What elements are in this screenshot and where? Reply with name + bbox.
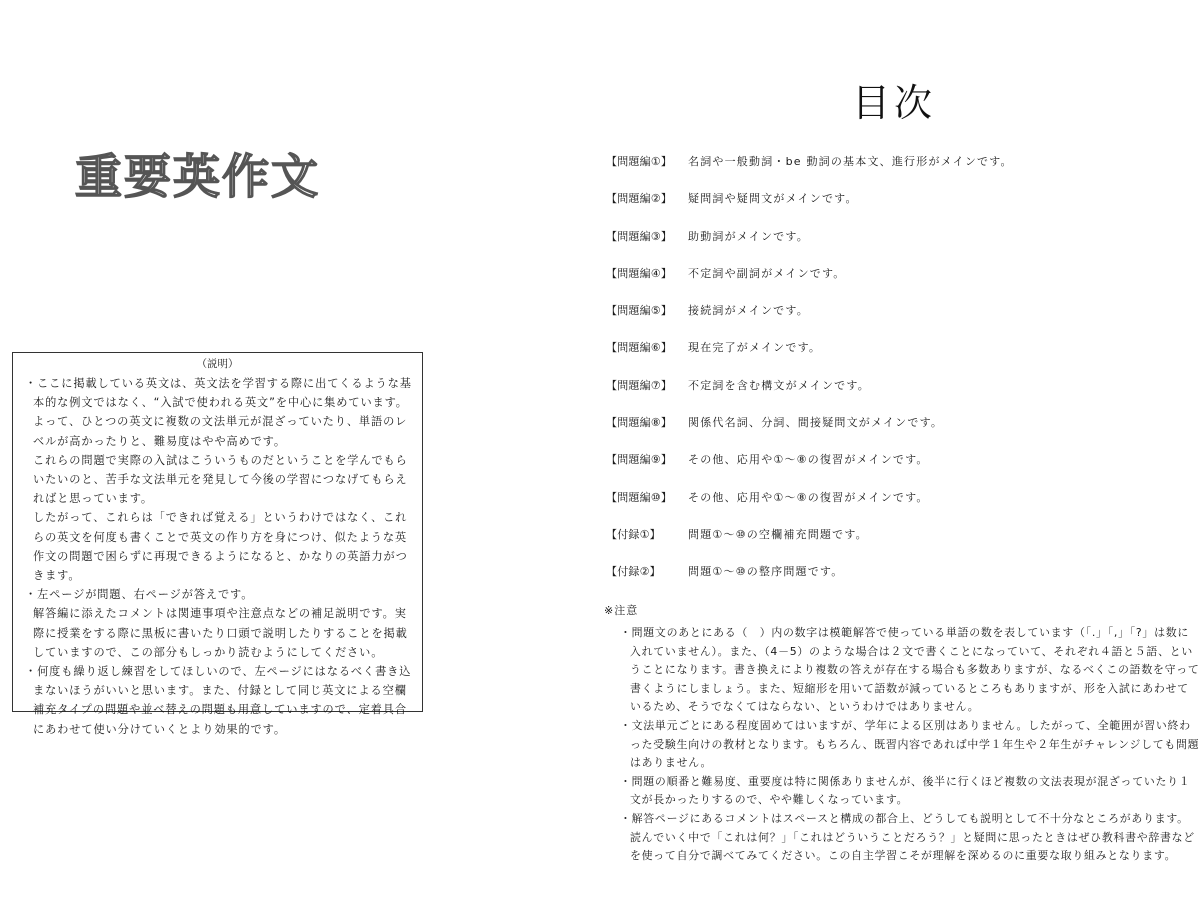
toc-item-label: 【問題編②】 (606, 192, 673, 206)
explanation-box (12, 352, 423, 736)
toc-item-label: 【付録②】 (606, 565, 661, 579)
toc-item-desc: 不定詞を含む構文がメインです。 (688, 378, 870, 392)
toc-item (606, 490, 1013, 527)
toc-item-label: 【問題編⑧】 (606, 416, 673, 430)
toc-item-desc: その他、応用や①～⑧の復習がメインです。 (688, 490, 929, 504)
toc-title: 目次 (852, 81, 937, 125)
toc-item-desc: 関係代名詞、分詞、間接疑問文がメインです。 (688, 416, 944, 430)
toc-item (606, 154, 1013, 191)
toc-item (606, 564, 1013, 601)
note-item: ・解答ページにあるコメントはスペースと構成の都合上、どうしても説明として不十分なところがあります。読んでいく中で「これは何？」「これはどういうことだろう？」と疑問に思ったときはぜひ教科書や辞書などを使って自分で調べてみてください。この自主学習こそが理解を深めるのに重要な取り組みとなります。 (620, 811, 1195, 863)
note-item: ・文法単元ごとにある程度固めてはいますが、学年による区別はありません。したがって、全範囲が習い終わった受験生向けの教材となります。もちろん、既習内容であれば中学１年生や２年生がチャレンジしても問題はありません。 (620, 718, 1200, 770)
explanation-paragraph: これらの問題で実際の入試はこういうものだということを学んでもらいたいのと、苦手な文法単元を発見して今後の学習につなげてもらえればと思っています。 (33, 453, 408, 506)
toc-item (606, 340, 1013, 377)
toc-item-label: 【問題編③】 (606, 229, 673, 243)
toc-item (606, 303, 1013, 340)
toc-item-label: 【問題編⑦】 (606, 378, 673, 392)
cover-title: 重要英作文 (75, 150, 320, 205)
toc-item-label: 【問題編⑤】 (606, 304, 673, 318)
table-of-contents (606, 154, 1013, 602)
explanation-paragraph: ・ここに掲載している英文は、英文法を学習する際に出てくるような基本的な例文ではなく、“入試で使われる英文”を中心に集めています。よって、ひとつの英文に複数の文法単元が混ざっていたり、単語のレベルが高かったりと、難易度はやや高めです。 (25, 377, 412, 448)
toc-item (606, 452, 1013, 489)
toc-item-desc: 不定詞や副詞がメインです。 (688, 266, 846, 280)
explanation-paragraph: 解答編に添えたコメントは関連事項や注意点などの補足説明です。実際に授業をする際に黒板に書いたり口頭で説明したりすることを掲載していますので、この部分もしっかり読むようにしてください。 (33, 607, 408, 659)
explanation-paragraph: したがって、これらは「できれば覚える」というわけではなく、これらの英文を何度も書くことで英文の作り方を身につけ、似たような英作文の問題で困らずに再現できるようになると、かなりの英語力がつきます。 (33, 511, 408, 583)
toc-item-label: 【問題編①】 (606, 155, 673, 168)
toc-item (606, 378, 1013, 415)
note-item: ・問題の順番と難易度、重要度は特に関係ありませんが、後半に行くほど複数の文法表現が混ざっていたり１文が長かったりするので、やや難しくなっています。 (620, 774, 1191, 807)
toc-item-desc: 問題①～⑩の空欄補充問題です。 (688, 527, 868, 541)
toc-item-desc: 現在完了がメインです。 (688, 341, 822, 355)
explanation-paragraph: ・左ページが問題、右ページが答えです。 (25, 588, 254, 602)
explanation-paragraph: ・何度も繰り返し練習をしてほしいので、左ページにはなるべく書き込まないほうがいいと思います。また、付録として同じ英文による空欄補充タイプの問題や並べ替えの問題も用意していますので、定着具合にあわせて使い分けていくとより効果的です。 (25, 665, 412, 736)
toc-item-desc: 接続詞がメインです。 (688, 304, 809, 318)
toc-item (606, 191, 1013, 228)
right-page (600, 0, 1200, 900)
explanation-heading: （説明） (196, 358, 239, 370)
toc-item-desc: 助動詞がメインです。 (688, 229, 809, 243)
toc-item-desc: 問題①～⑩の整序問題です。 (688, 565, 844, 579)
toc-item-label: 【問題編④】 (606, 266, 673, 280)
toc-item-desc: 疑問詞や疑問文がメインです。 (688, 192, 858, 206)
toc-item-label: 【問題編⑥】 (606, 341, 673, 355)
toc-item-label: 【問題編⑩】 (606, 490, 673, 504)
toc-item-label: 【付録①】 (606, 527, 661, 541)
toc-item (606, 229, 1013, 266)
toc-item-label: 【問題編⑨】 (606, 453, 673, 467)
note-item: ・問題文のあとにある（ ）内の数字は模範解答で使っている単語の数を表しています（「.」「,」「?」は数に入れていません）。また、（4－5）のような場合は２文で書くことになっていて、それぞれ４語と５語、ということになります。書き換えにより複数の答えが存在する場合も多数ありますが、なるべくこの語数を守って書くようにしましょう。また、短縮形を用いて語数が減っているところもありますが、形を入試にあわせているため、そうでなくてはならない、というわけではありません。 (620, 626, 1200, 714)
toc-item-desc: その他、応用や①～⑧の復習がメインです。 (688, 453, 929, 467)
toc-item (606, 415, 1013, 452)
toc-item-desc: 名詞や一般動詞・be 動詞の基本文、進行形がメインです。 (688, 155, 1013, 168)
notes-heading: ※注意 (604, 604, 639, 617)
toc-item (606, 527, 1013, 564)
notes-list (618, 624, 1200, 866)
toc-item (606, 266, 1013, 303)
